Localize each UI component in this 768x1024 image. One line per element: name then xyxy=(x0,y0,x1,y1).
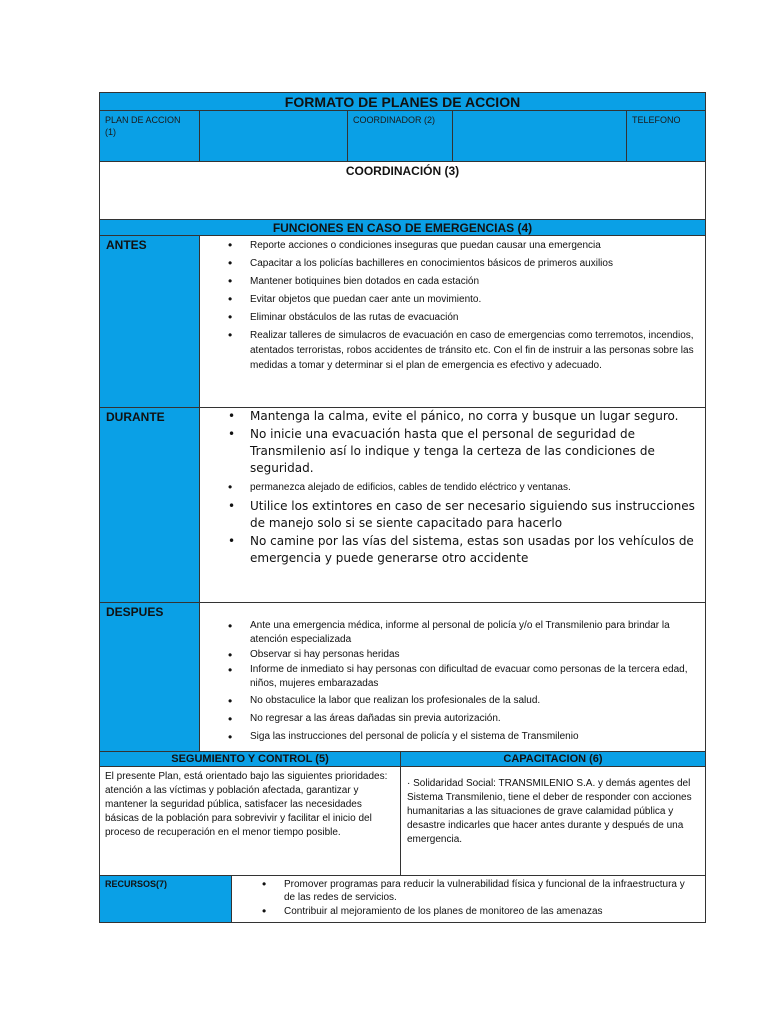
list-item: • Ante una emergencia médica, informe al personal de policía y/o el Transmilenio para brindar la atención especializada xyxy=(228,619,697,647)
list-item: • Promover programas para reducir la vulnerabilidad física y funcional de la infraestructura y de las redes de servicios. xyxy=(262,878,697,904)
seguimiento-header: SEGUMIENTO Y CONTROL (5) xyxy=(99,751,401,767)
list-item: • No obstaculice la labor que realizan los profesionales de la salud. xyxy=(228,694,697,708)
list-item: • No camine por las vías del sistema, estas son usadas por los vehículos de emergencia y puede generarse otro accidente xyxy=(228,533,697,567)
field-coordinador-value[interactable] xyxy=(452,110,627,162)
list-item: • Evitar objetos que puedan caer ante un movimiento. xyxy=(228,292,697,307)
recursos-list xyxy=(262,878,697,918)
list-item: • Realizar talleres de simulacros de evacuación en caso de emergencias como terremotos, incendios, atentados terroristas, robos accidentes de tránsito etc. Con el fin de instruir a las personas sobre las medidas a tomar y determinar si el plan de emergencia es efectivo y adecuado. xyxy=(228,328,697,373)
list-item: • Mantener botiquines bien dotados en cada estación xyxy=(228,274,697,289)
capacitacion-text: Solidaridad Social: TRANSMILENIO S.A. y demás agentes del Sistema Transmilenio, tiene el deber de responder con acciones humanitarias a las situaciones de grave calamidad pública y desastre indicarles que hacer antes durante y después de una emergencia. xyxy=(407,778,692,845)
capacitacion-content xyxy=(400,766,706,876)
list-item: • No regresar a las áreas dañadas sin previa autorización. xyxy=(228,712,697,726)
list-item: • Capacitar a los policías bachilleres en conocimientos básicos de primeros auxilios xyxy=(228,256,697,271)
field-coordinador-label: COORDINADOR (2) xyxy=(347,110,453,162)
durante-label: DURANTE xyxy=(99,407,200,603)
list-item: • Mantenga la calma, evite el pánico, no corra y busque un lugar seguro. xyxy=(228,408,697,425)
list-item: • Siga las instrucciones del personal de policía y el sistema de Transmilenio xyxy=(228,730,697,744)
seguimiento-text: El presente Plan, está orientado bajo las siguientes prioridades: atención a las víctimas y población afectada, garantizar y mantener la seguridad pública, satisfacer las necesidades básicas de la población para sobrevivir y facilitar el inicio del proceso de recuperación en el menor tiempo posible. xyxy=(99,766,401,876)
funciones-header: FUNCIONES EN CASO DE EMERGENCIAS (4) xyxy=(99,219,706,236)
despues-label: DESPUES xyxy=(99,602,200,752)
list-item: • Contribuir al mejoramiento de los planes de monitoreo de las amenazas xyxy=(262,905,697,918)
durante-content xyxy=(199,407,706,603)
despues-list xyxy=(228,619,697,744)
list-item: • Informe de inmediato si hay personas con dificultad de evacuar como personas de la tercera edad, niños, mujeres embarazadas xyxy=(228,663,697,691)
capacitacion-header: CAPACITACION (6) xyxy=(400,751,706,767)
list-item: • Utilice los extintores en caso de ser necesario siguiendo sus instrucciones de manejo solo si se siente capacitado para hacerlo xyxy=(228,498,697,532)
field-telefono-label: TELEFONO xyxy=(626,110,706,162)
list-item: • Eliminar obstáculos de las rutas de evacuación xyxy=(228,310,697,325)
antes-content xyxy=(199,235,706,408)
list-item: • No inicie una evacuación hasta que el personal de seguridad de Transmilenio así lo indique y tenga la certeza de las condiciones de seguridad. xyxy=(228,426,697,477)
antes-list xyxy=(228,238,697,373)
despues-content xyxy=(199,602,706,752)
durante-list xyxy=(228,408,697,567)
list-item: • Reporte acciones o condiciones inseguras que puedan causar una emergencia xyxy=(228,238,697,253)
list-item: • Observar si hay personas heridas xyxy=(228,648,697,662)
bullet-mark: · xyxy=(407,778,411,789)
coordinacion-heading: COORDINACIÓN (3) xyxy=(99,161,706,220)
field-plan-label: PLAN DE ACCION (1) xyxy=(99,110,200,162)
recursos-content xyxy=(231,875,706,923)
recursos-label: RECURSOS(7) xyxy=(99,875,232,923)
form-title: FORMATO DE PLANES DE ACCION xyxy=(99,92,706,111)
list-item: • permanezca alejado de edificios, cables de tendido eléctrico y ventanas. xyxy=(228,480,697,495)
antes-label: ANTES xyxy=(99,235,200,408)
field-plan-value[interactable] xyxy=(199,110,348,162)
